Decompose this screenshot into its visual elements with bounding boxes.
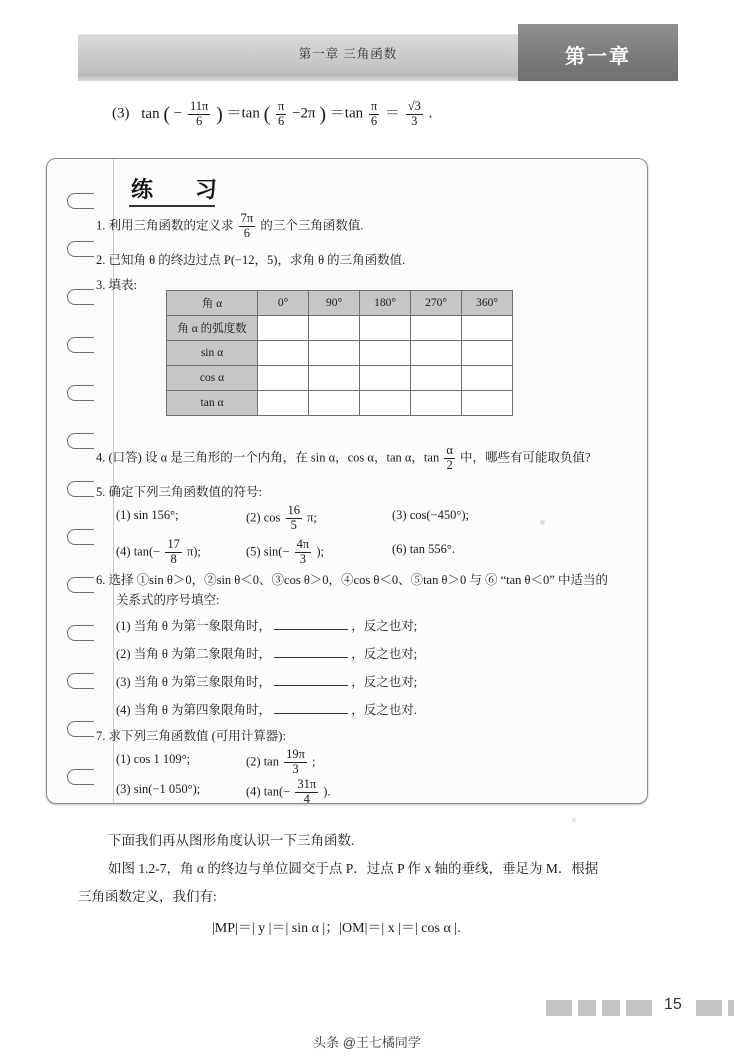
- table-cell[interactable]: [309, 366, 360, 391]
- paper-blemish: [540, 520, 545, 525]
- question-6-cont: 关系式的序号填空:: [116, 593, 220, 607]
- answer-blank[interactable]: [274, 673, 348, 686]
- table-cell[interactable]: [462, 341, 513, 366]
- table-cell[interactable]: [360, 341, 411, 366]
- watermark: 头条 @王七橘同学: [313, 1035, 421, 1050]
- q4-text: (口答) 设 α 是三角形的一个内角，在 sin α，cos α，tan α，tan: [108, 450, 440, 465]
- table-cell[interactable]: [360, 366, 411, 391]
- q6-no: 6.: [96, 573, 106, 587]
- fraction-19pi-3: $\frac{19\pi}{3}$: [286, 747, 305, 776]
- table-cell[interactable]: [462, 366, 513, 391]
- q1-text2: 的三个三角函数值.: [260, 218, 364, 233]
- fraction-16-5: $\frac{16}{5}$: [287, 503, 300, 532]
- q5-no: 5.: [96, 485, 106, 499]
- body-formula: |MP|＝| y |＝| sin α |；|OM|＝| x |＝| cos α |.: [212, 921, 461, 936]
- table-row: [167, 341, 513, 366]
- q5-option-1: (1) sin 156°;: [116, 508, 179, 522]
- table-cell[interactable]: [411, 341, 462, 366]
- fraction-4pi-3: $\frac{4\pi}{3}$: [296, 537, 310, 566]
- table-cell[interactable]: [360, 391, 411, 416]
- fraction-17-8: $\frac{17}{8}$: [167, 537, 180, 566]
- table-header-row: [167, 291, 513, 316]
- q6-text: 选择 ①sin θ＞0，②sin θ＜0、③cos θ＞0，④cos θ＜0、⑤tan θ＞0 与 ⑥ “tan θ＜0” 中适当的: [108, 573, 608, 587]
- q5-option-2: (2) cos $\frac{16}{5}$ π;: [246, 503, 317, 532]
- fraction-11pi-6: $\frac{11\pi}{6}$: [189, 99, 209, 128]
- question-1: [96, 212, 363, 240]
- answer-blank[interactable]: [274, 645, 348, 658]
- q7-option-2: (2) tan $\frac{19\pi}{3}$ ;: [246, 747, 316, 776]
- fraction-7pi-6: $\frac{7\pi}{6}$: [240, 211, 254, 240]
- table-row-label-1: sin α: [167, 341, 258, 366]
- answer-blank[interactable]: [274, 701, 348, 714]
- q7-option-3: (3) sin(−1 050°);: [116, 782, 201, 796]
- table-cell[interactable]: [462, 391, 513, 416]
- table-col-header-5: 360°: [462, 291, 513, 316]
- table-cell[interactable]: [411, 366, 462, 391]
- q6-line-3: (3) 当角 θ 为第三象限角时， ，反之也对;: [116, 675, 418, 689]
- table-cell[interactable]: [258, 341, 309, 366]
- question-2: [96, 250, 405, 271]
- q6-line-4: (4) 当角 θ 为第四象限角时， ，反之也对.: [116, 703, 417, 717]
- table-row-label-2: cos α: [167, 366, 258, 391]
- body-paragraph-3: 三角函数定义，我们有:: [78, 889, 217, 904]
- question-6: [96, 570, 608, 591]
- q6-line-2: (2) 当角 θ 为第二象限角时， ，反之也对;: [116, 647, 418, 661]
- q3-no: 3.: [96, 278, 106, 292]
- q6-line-1: (1) 当角 θ 为第一象限角时， ，反之也对;: [116, 619, 418, 633]
- equation-line-3: (3) tan ( − $\frac{11\pi}{6}$ ) ＝tan ( $\frac{\pi}{6}$ −2π ) ＝tan $\frac{\pi}{6}$ ＝ $\frac{√3}{3}$ .: [112, 99, 433, 128]
- table-row: [167, 316, 513, 341]
- question-4: [96, 444, 591, 472]
- body-paragraph-2: 如图 1.2-7，角 α 的终边与单位圆交于点 P．过点 P 作 x 轴的垂线，垂足为 M．根据: [108, 861, 599, 876]
- table-col-header-3: 180°: [360, 291, 411, 316]
- table-cell[interactable]: [309, 391, 360, 416]
- q7-option-1: (1) cos 1 109°;: [116, 752, 191, 766]
- running-title: 第一章 三角函数: [298, 47, 398, 61]
- question-3: [96, 275, 137, 296]
- q5-option-3: (3) cos(−450°);: [392, 508, 469, 522]
- table-row: [167, 366, 513, 391]
- table-col-header-0: 角 α: [167, 291, 258, 316]
- q2-text: 已知角 θ 的终边过点 P(−12，5)，求角 θ 的三角函数值.: [108, 253, 406, 267]
- exercise-title: 练 习: [131, 178, 228, 203]
- q2-no: 2.: [96, 253, 106, 267]
- table-cell[interactable]: [309, 316, 360, 341]
- q7-option-4: (4) tan(− $\frac{31\pi}{4}$ ).: [246, 777, 331, 806]
- q4-no: 4.: [96, 450, 106, 465]
- fraction-sqrt3-3: $\frac{√3}{3}$: [407, 99, 421, 128]
- table-cell[interactable]: [360, 316, 411, 341]
- table-col-header-1: 0°: [258, 291, 309, 316]
- table-cell[interactable]: [411, 391, 462, 416]
- fraction-pi-6-a: $\frac{\pi}{6}$: [278, 99, 285, 128]
- fraction-pi-6-b: $\frac{\pi}{6}$: [370, 99, 378, 128]
- paper-blemish: [572, 818, 576, 822]
- q7-no: 7.: [96, 729, 106, 743]
- q4-text2: 中，哪些有可能取负值?: [460, 450, 591, 465]
- fraction-31pi-4: $\frac{31\pi}{4}$: [297, 777, 317, 806]
- q7-text: 求下列三角函数值 (可用计算器):: [108, 729, 286, 743]
- q5-option-5: (5) sin(− $\frac{4\pi}{3}$ );: [246, 537, 324, 566]
- q5-option-6: (6) tan 556°.: [392, 542, 455, 556]
- table-row-label-3: tan α: [167, 391, 258, 416]
- table-col-header-4: 270°: [411, 291, 462, 316]
- exercise-title-underline: [129, 205, 215, 207]
- fraction-alpha-2: $\frac{\alpha}{2}$: [446, 443, 453, 472]
- table-row-label-0: 角 α 的弧度数: [167, 316, 258, 341]
- q5-option-4: (4) tan(− $\frac{17}{8}$ π);: [116, 537, 201, 566]
- table-cell[interactable]: [258, 366, 309, 391]
- table-row: [167, 391, 513, 416]
- page-header: [78, 24, 678, 80]
- table-cell[interactable]: [309, 341, 360, 366]
- body-paragraph-1: 下面我们再从图形角度认识一下三角函数.: [108, 833, 355, 848]
- question-7: [96, 726, 286, 747]
- table-col-header-2: 90°: [309, 291, 360, 316]
- question-5: [96, 482, 262, 503]
- header-bar-shadow: [78, 74, 530, 81]
- q5-text: 确定下列三角函数值的符号:: [108, 485, 262, 499]
- table-cell[interactable]: [258, 391, 309, 416]
- equation-label: (3): [112, 105, 130, 122]
- page-number: 15: [664, 996, 682, 1013]
- fill-in-table: [166, 290, 513, 416]
- table-cell[interactable]: [411, 316, 462, 341]
- table-cell[interactable]: [258, 316, 309, 341]
- chapter-tab-label: 第一章: [565, 46, 631, 68]
- q3-text: 填表:: [108, 278, 137, 292]
- q1-text: 利用三角函数的定义求: [108, 218, 234, 233]
- answer-blank[interactable]: [274, 617, 348, 630]
- q1-no: 1.: [96, 218, 106, 233]
- table-cell[interactable]: [462, 316, 513, 341]
